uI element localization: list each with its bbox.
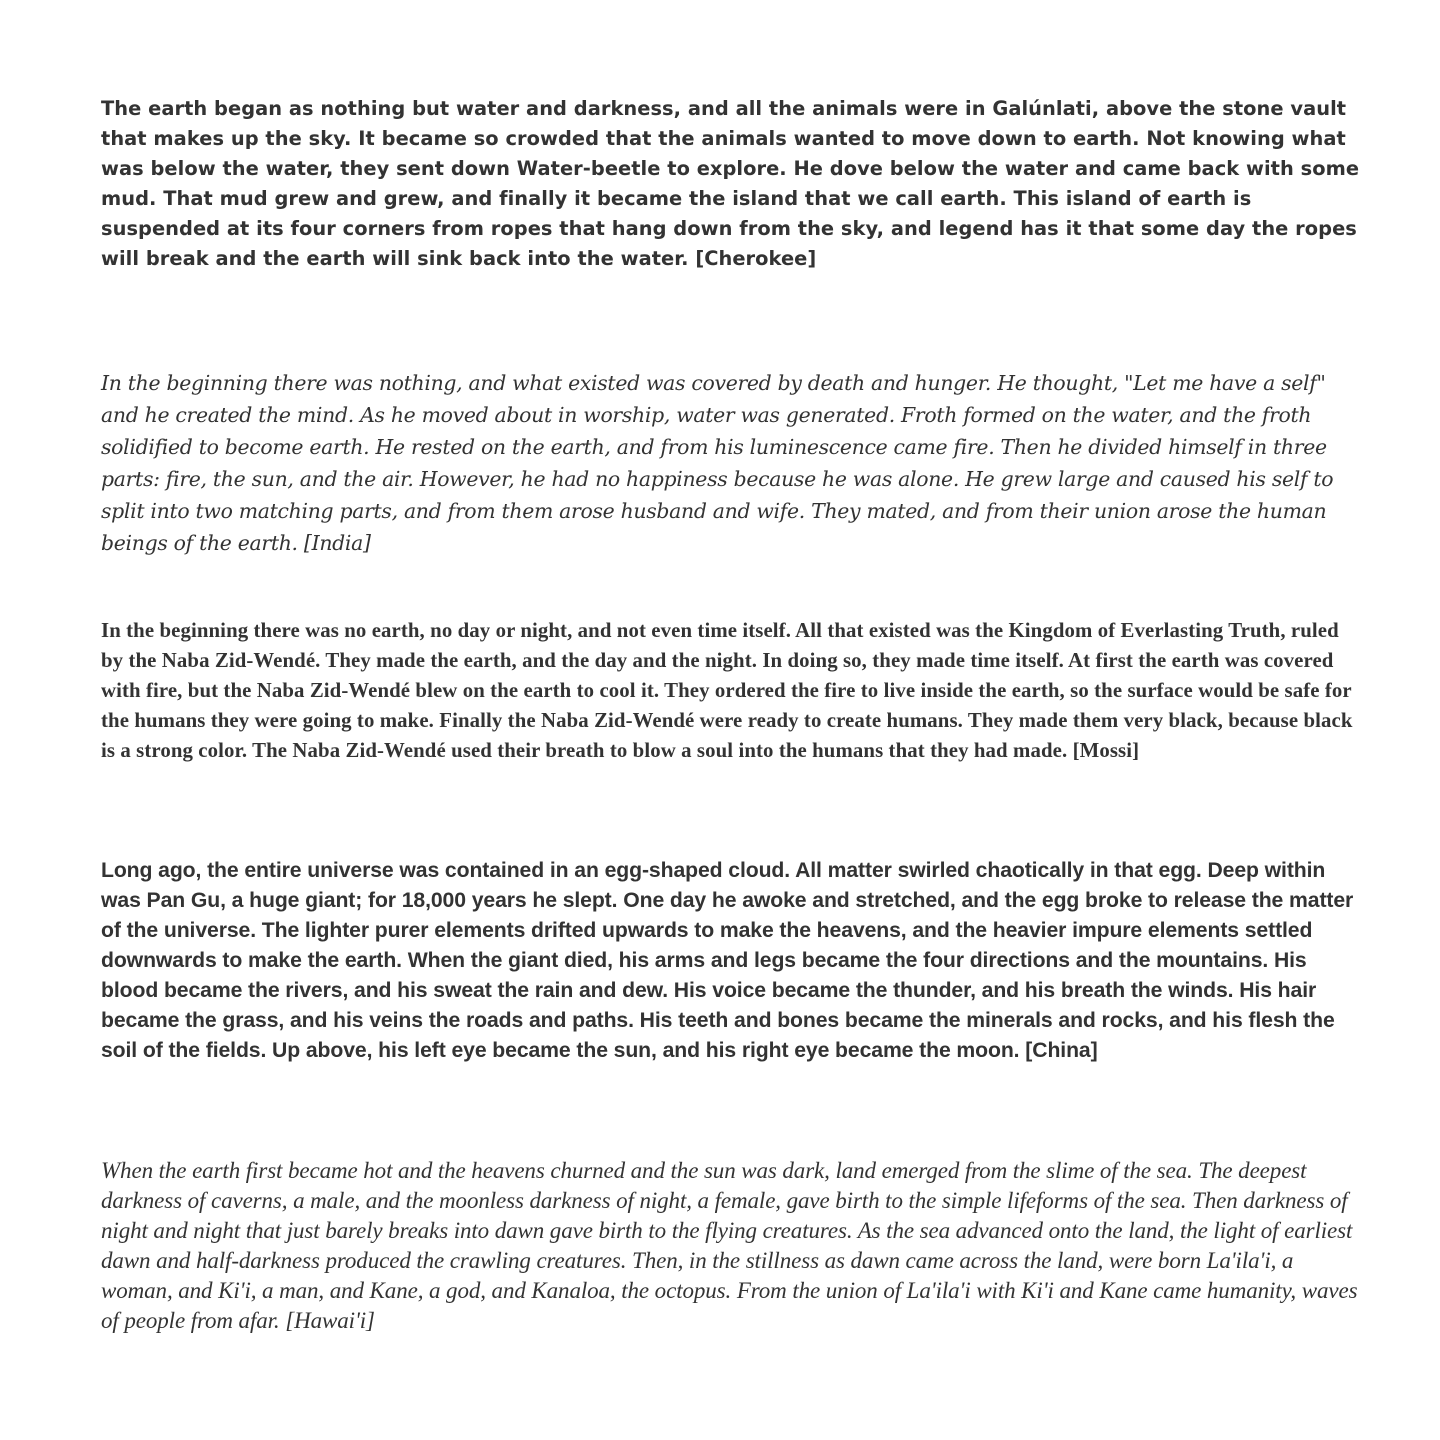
- myth-text: In the beginning there was nothing, and what existed was covered by death and hunger. He thought, "Let me have a self" and he created the mind. As he moved about in worship, water was generated. Froth formed on the water, and the froth solidified to become earth. He rested on the earth, and from his luminescence came fire. Then he divided himself in three parts: fire, the sun, and the air. However, he had no happiness because he was alone. He grew large and caused his self to split into two matching parts, and from them arose husband and wife. They mated, and from their union arose the human beings of the earth.: [101, 371, 1334, 555]
- myth-mossi: [101, 616, 1361, 766]
- myth-source-label: [China]: [1025, 1039, 1098, 1062]
- myth-source-label: [Mossi]: [1072, 739, 1140, 762]
- myth-text: Long ago, the entire universe was contained in an egg-shaped cloud. All matter swirled chaotically in that egg. Deep within was Pan Gu, a huge giant; for 18,000 years he slept. One day he awoke and stretched, and the egg broke to release the matter of the universe. The lighter purer elements drifted upwards to make the heavens, and the heavier impure elements settled downwards to make the earth. When the giant died, his arms and legs became the four directions and the mountains. His blood became the rivers, and his sweat the rain and dew. His voice became the thunder, and his breath the winds. His hair became the grass, and his veins the roads and paths. His teeth and bones became the minerals and rocks, and his flesh the soil of the fields. Up above, his left eye became the sun, and his right eye became the moon.: [101, 859, 1354, 1062]
- myth-source-label: [Hawai'i]: [285, 1308, 375, 1333]
- myth-china: [101, 856, 1361, 1066]
- myth-source-label: [India]: [303, 531, 371, 555]
- myth-text: The earth began as nothing but water and darkness, and all the animals were in Galúnlati, above the stone vault that makes up the sky. It became so crowded that the animals wanted to move down to earth. Not knowing what was below the water, they sent down Water-beetle to explore. He dove below the water and came back with some mud. That mud grew and grew, and finally it became the island that we call earth. This island of earth is suspended at its four corners from ropes that hang down from the sky, and legend has it that some day the ropes will break and the earth will sink back into the water.: [101, 97, 1360, 270]
- myth-india: [101, 367, 1361, 559]
- myth-hawaii: [101, 1156, 1361, 1336]
- myth-text: In the beginning there was no earth, no day or night, and not even time itself. All that existed was the Kingdom of Everlasting Truth, ruled by the Naba Zid-Wendé. They made the earth, and the day and the night. In doing so, they made time itself. At first the earth was covered with fire, but the Naba Zid-Wendé blew on the earth to cool it. They ordered the fire to live inside the earth, so the surface would be safe for the humans they were going to make. Finally the Naba Zid-Wendé were ready to create humans. They made them very black, because black is a strong color. The Naba Zid-Wendé used their breath to blow a soul into the humans that they had made.: [101, 619, 1353, 762]
- myth-source-label: [Cherokee]: [695, 247, 817, 270]
- myth-text: When the earth first became hot and the heavens churned and the sun was dark, land emerged from the slime of the sea. The deepest darkness of caverns, a male, and the moonless darkness of night, a female, gave birth to the simple lifeforms of the sea. Then darkness of night and night that just barely breaks into dawn gave birth to the flying creatures. As the sea advanced onto the land, the light of earliest dawn and half-darkness produced the crawling creatures. Then, in the stillness as dawn came across the land, were born La'ila'i, a woman, and Ki'i, a man, and Kane, a god, and Kanaloa, the octopus. From the union of La'ila'i with Ki'i and Kane came humanity, waves of people from afar.: [101, 1158, 1358, 1333]
- myth-cherokee: [101, 94, 1361, 274]
